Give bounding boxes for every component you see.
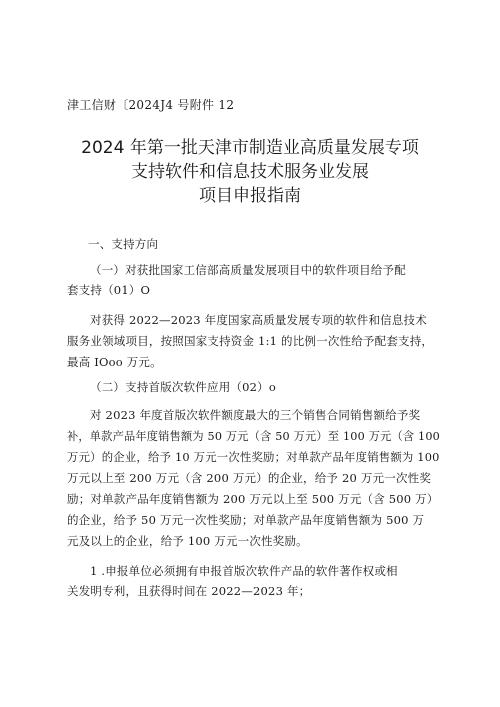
paragraph-2-line-2: 补，单款产品年度销售额为 50 万元（含 50 万元）至 100 万元（含 100: [67, 429, 440, 443]
paragraph-2-line-3: 万元）的企业，给予 10 万元一次性奖励；对单款产品年度销售额为 100: [67, 450, 440, 464]
item-1-line-2: 套支持（01）O: [67, 283, 151, 297]
title-line-2: 支持软件和信息技术服务业发展: [131, 162, 369, 182]
paragraph-1-line-3: 最高 IOoo 万元。: [67, 355, 162, 369]
paragraph-1-line-2: 服务业领域项目，按照国家支持资金 1:1 的比例一次性给予配套支持，: [67, 334, 434, 348]
document-title: [0, 136, 500, 208]
paragraph-1-line-1: 对获得 2022—2023 年度国家高质量发展专项的软件和信息技术: [90, 313, 427, 327]
title-line-3: 项目申报指南: [199, 186, 301, 206]
paragraph-2-line-4: 万元以上至 200 万元（含 200 万元）的企业，给予 20 万元一次性奖: [67, 471, 432, 485]
paragraph-2-line-7: 元及以上的企业，给予 100 万元一次性奖励。: [67, 534, 308, 548]
item-2-line-1: （二）支持首版次软件应用（02）o: [90, 380, 276, 394]
item-1-line-1: （一）对获批国家工信部高质量发展项目中的软件项目给予配: [90, 263, 406, 277]
paragraph-2-line-5: 励；对单款产品年度销售额为 200 万元以上至 500 万元（含 500 万）: [67, 492, 439, 506]
file-number: 津工信财〔2024J4 号附件 12: [67, 98, 235, 112]
paragraph-2-line-1: 对 2023 年度首版次软件额度最大的三个销售合同销售额给予奖: [90, 408, 421, 422]
section-heading: 一、支持方向: [88, 237, 159, 251]
title-line-1: 2024 年第一批天津市制造业高质量发展专项: [81, 138, 419, 158]
paragraph-2-line-6: 的企业，给予 50 万元一次性奖励；对单款产品年度销售额为 500 万: [67, 513, 425, 527]
requirement-1-line-1: 1 .申报单位必须拥有申报首版次软件产品的软件著作权或相: [90, 564, 398, 578]
requirement-1-line-2: 关发明专利，且获得时间在 2022—2023 年；: [67, 584, 311, 598]
